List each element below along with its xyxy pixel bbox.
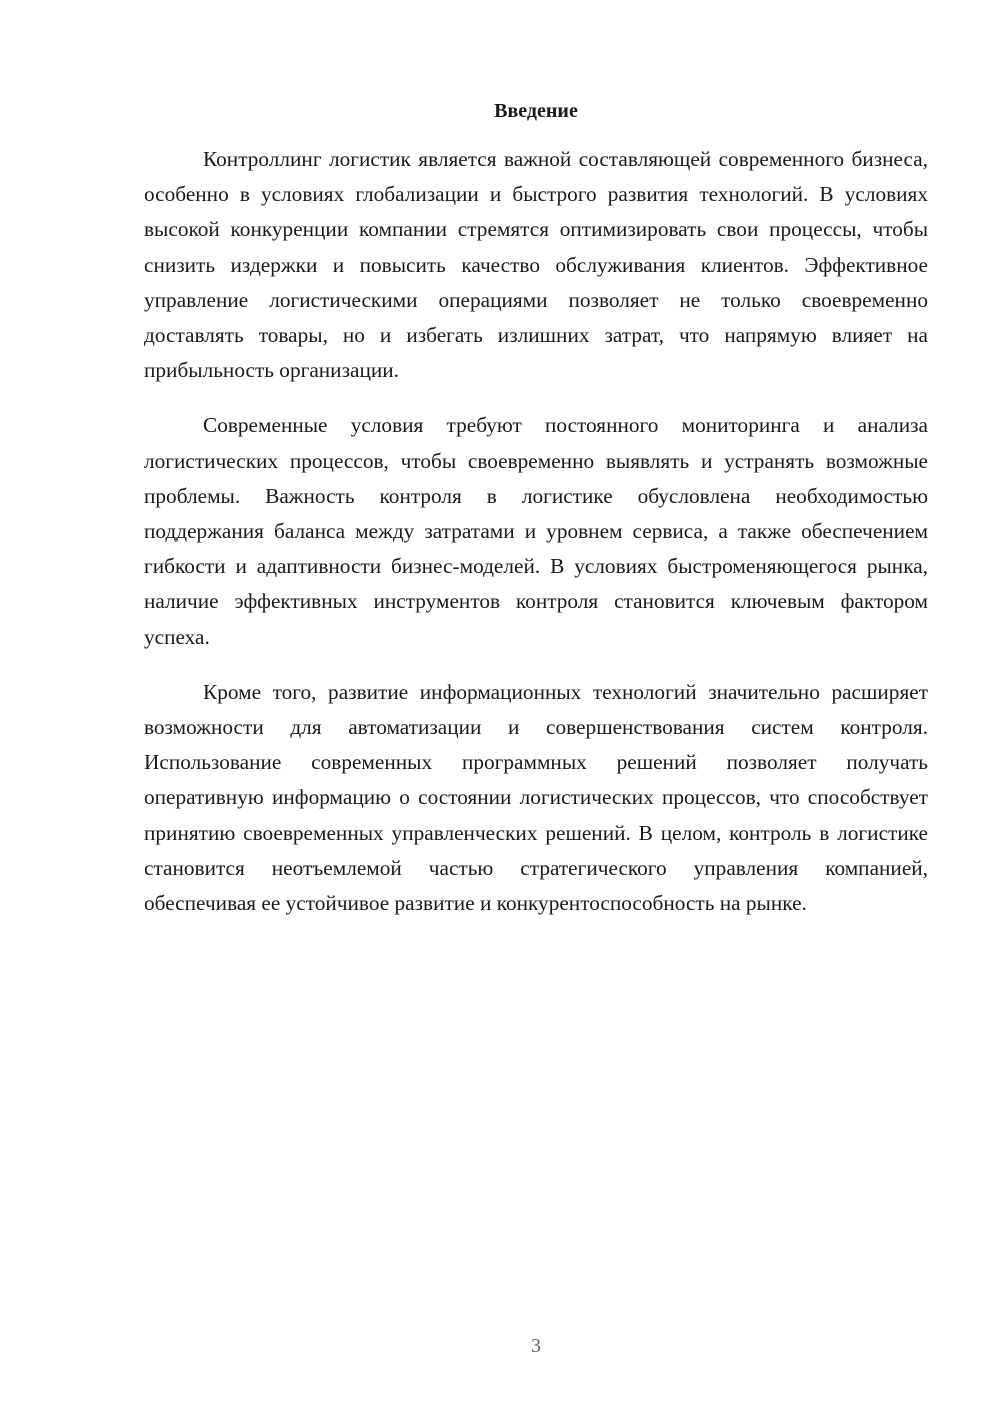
section-heading: Введение (494, 100, 578, 122)
paragraph-3: Кроме того, развитие информационных технологий значительно расширяет возможности для автоматизации и совершенствования систем контроля. Использование современных программных решений позволяет получать оперативную информацию о состоянии логистических процессов, что способствует принятию своевременных управленческих решений. В целом, контроль в логистике становится неотъемлемой частью стратегического управления компанией, обеспечивая ее устойчивое развитие и конкурентоспособность на рынке. (144, 679, 928, 916)
page-number: 3 (531, 1335, 541, 1357)
body-text (144, 142, 928, 941)
paragraph-2: Современные условия требуют постоянного мониторинга и анализа логистических процессов, чтобы своевременно выявлять и устранять возможные проблемы. Важность контроля в логистике обусловлена необходимостью поддержания баланса между затратами и уровнем сервиса, а также обеспечением гибкости и адаптивности бизнес-моделей. В условиях быстроменяющегося рынка, наличие эффективных инструментов контроля становится ключевым фактором успеха. (144, 413, 928, 649)
paragraph-1: Контроллинг логистик является важной составляющей современного бизнеса, особенно в условиях глобализации и быстрого развития технологий. В условиях высокой конкуренции компании стремятся оптимизировать свои процессы, чтобы снизить издержки и повысить качество обслуживания клиентов. Эффективное управление логистическими операциями позволяет не только своевременно доставлять товары, но и избегать излишних затрат, что напрямую влияет на прибыльность организации. (144, 147, 928, 383)
